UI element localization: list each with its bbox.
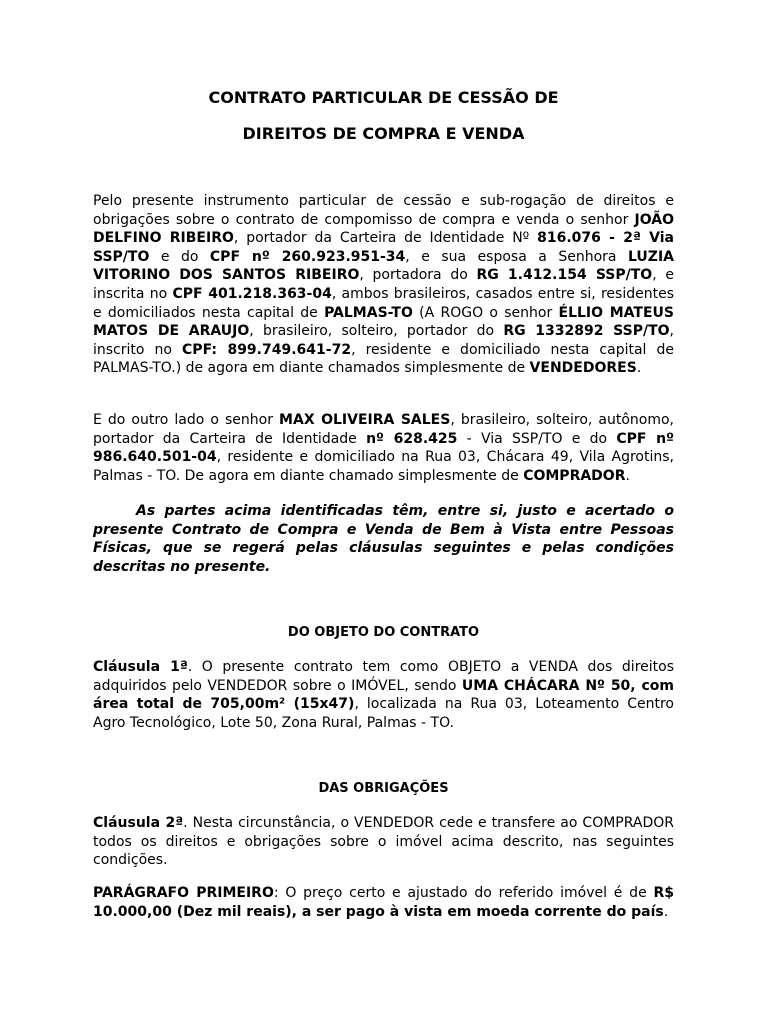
seller-name: JOÃO DELFINO RIBEIRO xyxy=(93,211,674,247)
parties-buyer-paragraph xyxy=(93,411,674,485)
section-heading-obligations: DAS OBRIGAÇÕES xyxy=(318,781,449,796)
agreement-paragraph: As partes acima identificadas têm, entre si, justo e acertado o presente Contrato de Compra e Venda de Bem à Vista entre Pessoas Físicas, que se regerá pelas cláusulas seguintes e pelas condições descritas no presente. xyxy=(93,503,674,575)
text-span: , localizada na Rua 03, Loteamento Centro Agro Tecnológico, Lote 50, Zona Rural, Palmas - TO. xyxy=(93,696,675,731)
text-span: , residente e domiciliado nesta capital de PALMAS-TO.) de agora em diante chamados simplesmente de xyxy=(93,341,674,377)
spouse-rg: RG 1.412.154 SSP/TO xyxy=(476,267,653,284)
text-span: Pelo presente instrumento particular de cessão e sub-rogação de direitos e obrigações sobre o contrato de compomisso de compra e venda o senhor xyxy=(93,193,674,228)
text-span: (A ROGO o senhor xyxy=(412,304,559,321)
text-span: , brasileiro, solteiro, portador do xyxy=(249,323,504,340)
text-span: - Via SSP/TO e do xyxy=(457,430,617,447)
contract-title-line-2: DIREITOS DE COMPRA E VENDA xyxy=(242,124,525,143)
text-span: . xyxy=(636,360,642,377)
city-name: PALMAS-TO xyxy=(324,304,413,321)
clause-1-paragraph xyxy=(93,658,674,732)
parties-sellers-paragraph xyxy=(93,192,674,378)
text-span: , inscrito no xyxy=(93,323,674,358)
text-span: . xyxy=(625,467,630,484)
clause-2-label: Cláusula 2ª xyxy=(93,815,184,831)
clause-2-paragraph xyxy=(93,814,674,870)
contract-title-line-1: CONTRATO PARTICULAR DE CESSÃO DE xyxy=(208,88,559,107)
spouse-name: LUZIA VITORINO DOS SANTOS RIBEIRO xyxy=(93,248,674,284)
clause-1-label: Cláusula 1ª xyxy=(93,659,188,675)
text-span: e do xyxy=(149,248,210,265)
rogo-cpf: CPF: 899.749.641-72 xyxy=(182,341,352,358)
price-amount: R$ 10.000,00 (Dez mil reais), a ser pago à vista em moeda corrente do país xyxy=(93,885,674,920)
rogo-rg: RG 1332892 SSP/TO xyxy=(503,323,670,340)
text-span: , e inscrita no xyxy=(93,267,674,302)
text-span: , ambos brasileiros, casados entre si, residentes e domiciliados nesta capital de xyxy=(93,285,674,321)
property-description: UMA CHÁCARA Nº 50, com área total de 705,00m² (15x47) xyxy=(93,677,674,713)
spouse-cpf: CPF 401.218.363-04 xyxy=(172,285,332,302)
text-span: . xyxy=(663,903,669,920)
text-span: : O preço certo e ajustado do referido imóvel é de xyxy=(273,885,654,901)
text-span: , portadora do xyxy=(359,267,477,284)
buyer-id-number: nº 628.425 xyxy=(366,430,458,447)
text-span: . O presente contrato tem como OBJETO a VENDA dos direitos adquiridos pelo VENDEDOR sobre o IMÓVEL, sendo xyxy=(93,659,674,694)
buyer-term: COMPRADOR xyxy=(523,467,626,484)
text-span: , e sua esposa a Senhora xyxy=(405,248,628,265)
text-span: . Nesta circunstância, o VENDEDOR cede e transfere ao COMPRADOR todos os direitos e obrigações sobre o imóvel acima descrito, nas seguintes condições. xyxy=(93,815,675,869)
paragraph-first xyxy=(93,884,674,921)
text-span: , residente e domiciliado na Rua 03, Chácara 49, Vila Agrotins, Palmas - TO. De agora em diante chamado simplesmente de xyxy=(93,449,674,484)
buyer-cpf: CPF nº 986.640.501-04 xyxy=(93,430,674,466)
seller-id-number: 816.076 - 2ª Via SSP/TO xyxy=(93,230,675,265)
rogo-name: ÉLLIO MATEUS MATOS DE ARAUJO xyxy=(93,304,674,340)
buyer-name: MAX OLIVEIRA SALES xyxy=(279,412,451,428)
text-span: , portador da Carteira de Identidade Nº xyxy=(233,230,538,247)
seller-cpf: CPF nº 260.923.951-34 xyxy=(209,248,406,265)
text-span: E do outro lado o senhor xyxy=(93,412,280,428)
paragraph-first-label: PARÁGRAFO PRIMEIRO xyxy=(93,885,274,901)
text-span: , brasileiro, solteiro, autônomo, portador da Carteira de Identidade xyxy=(93,412,674,447)
section-heading-object: DO OBJETO DO CONTRATO xyxy=(287,625,480,640)
sellers-term: VENDEDORES xyxy=(529,360,637,377)
